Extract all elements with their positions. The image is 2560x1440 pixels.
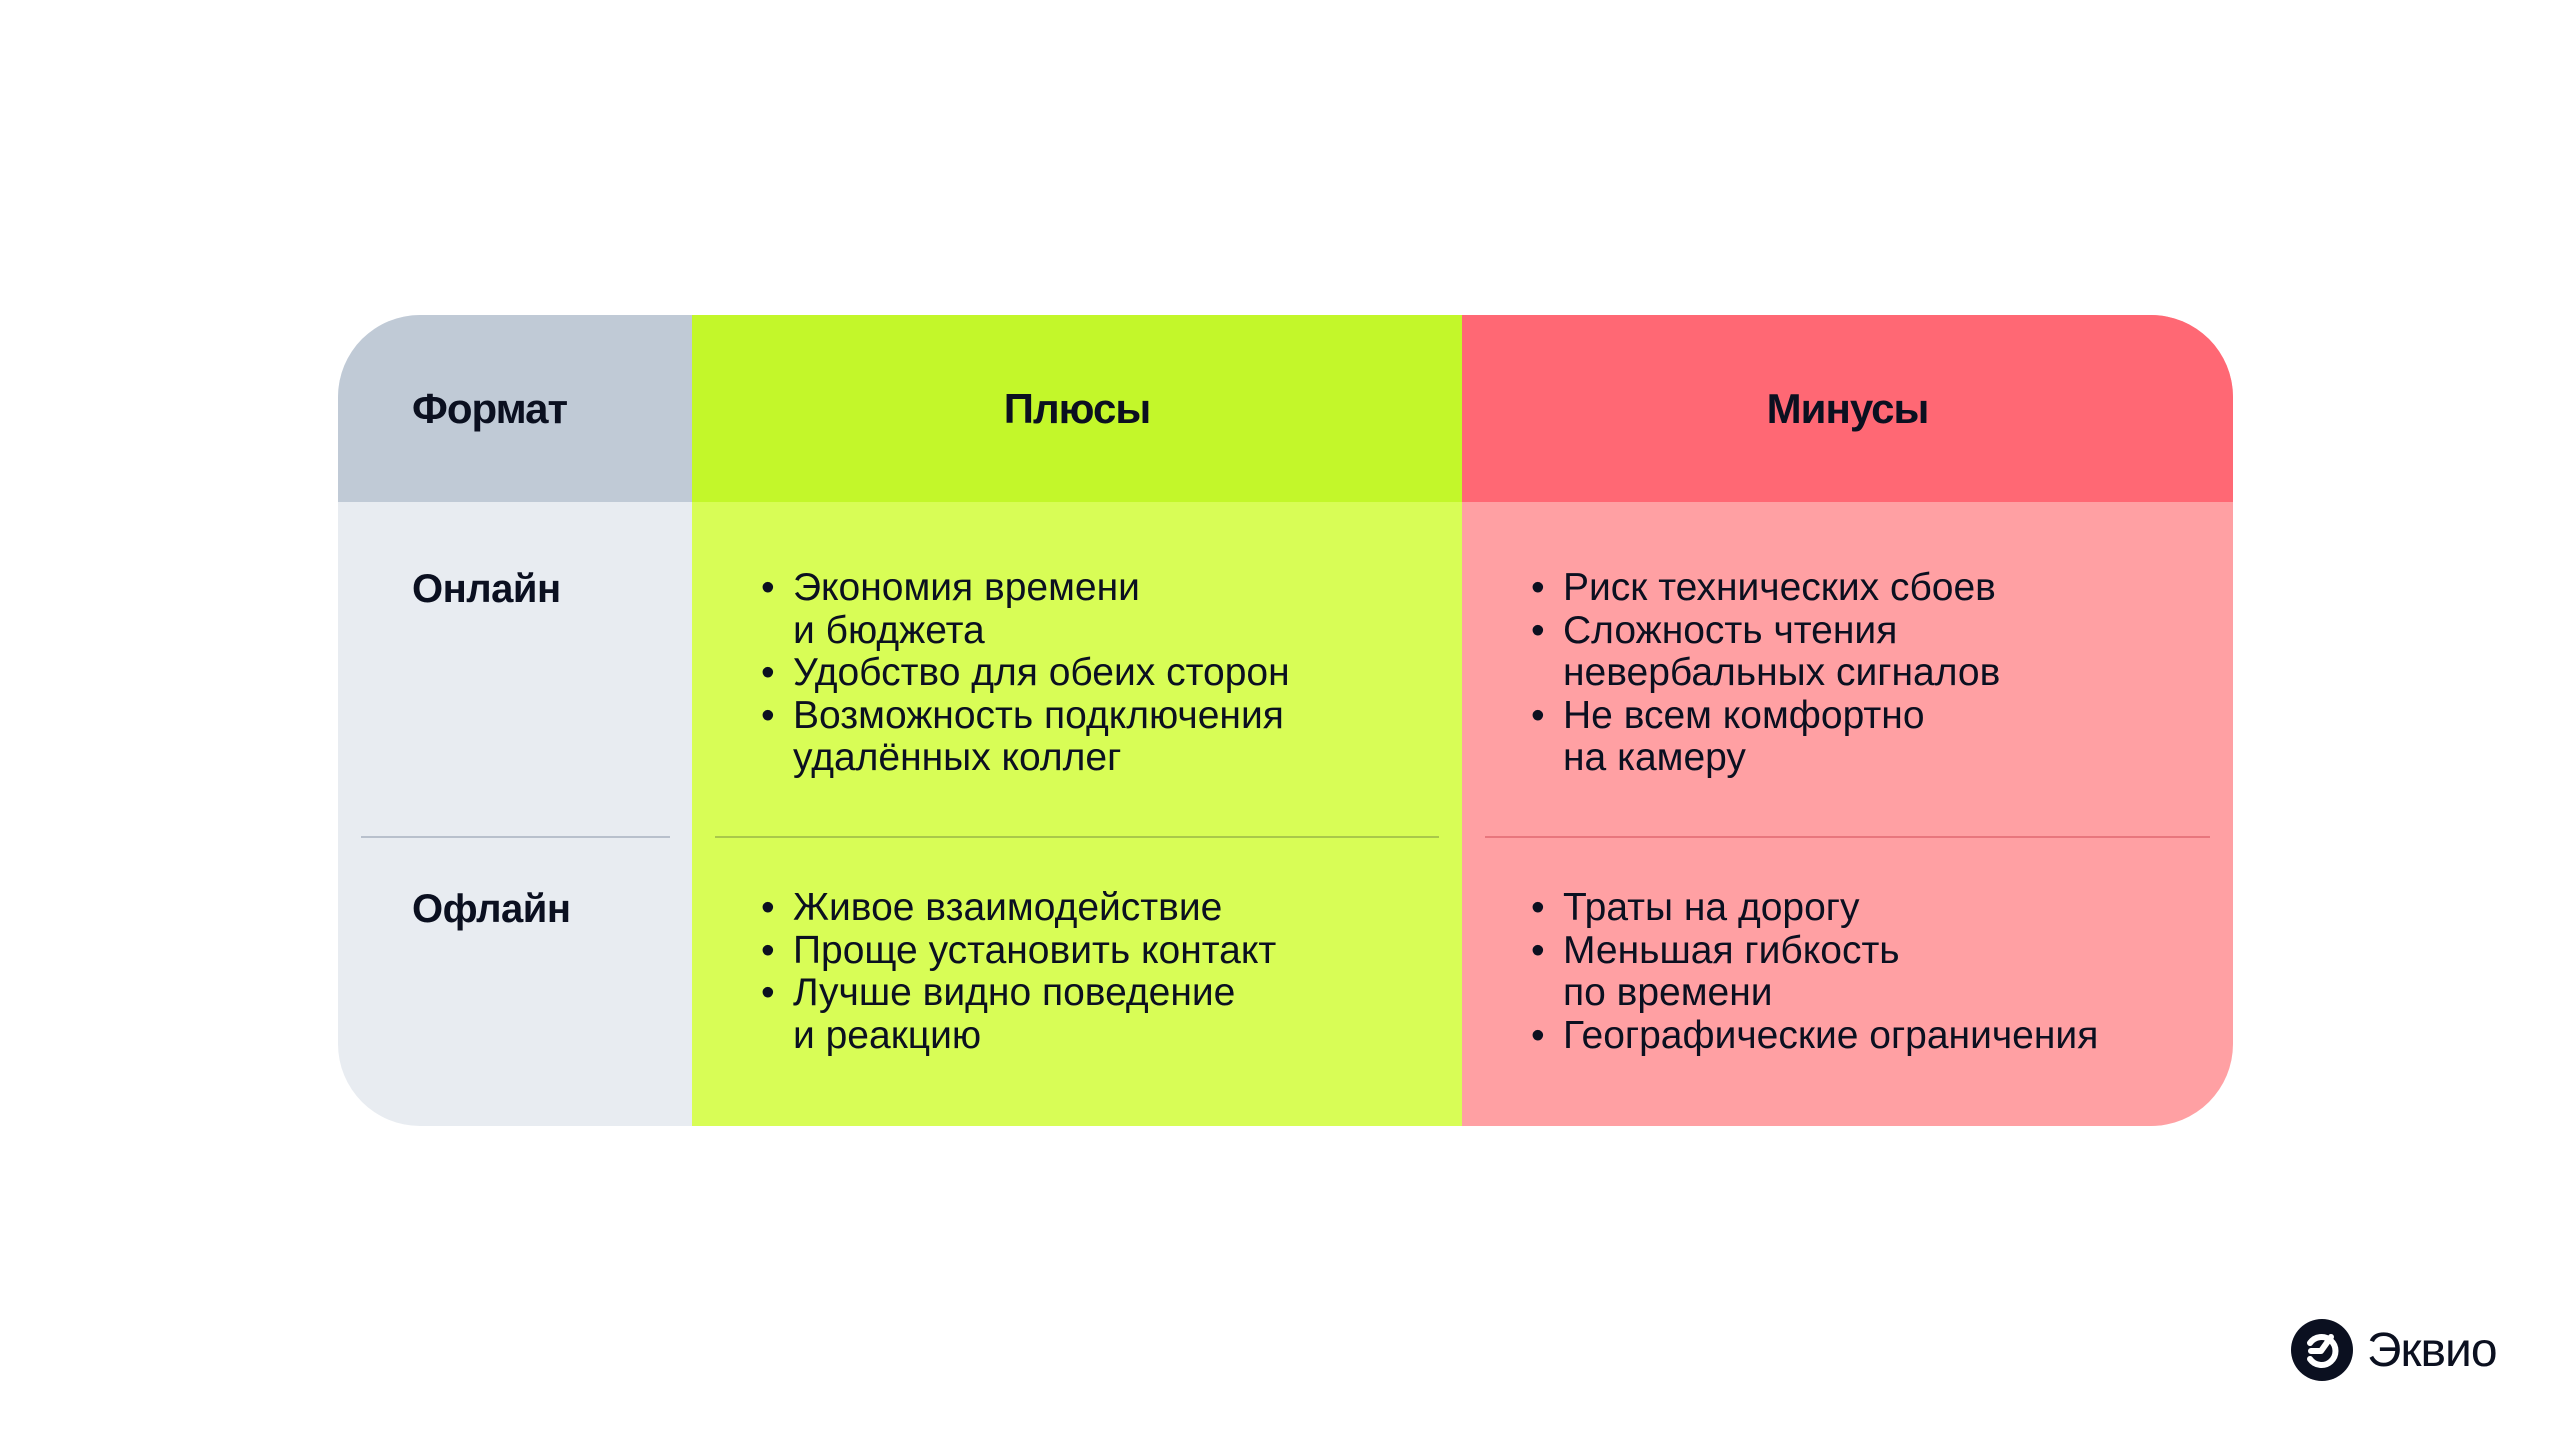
list-item-text: Риск технических сбоев [1563,566,1996,609]
list-item-text: Живое взаимодействие [793,886,1223,929]
bullet-icon: • [761,566,775,609]
bullet-icon: • [761,886,775,929]
offline-cons-list [1531,887,2098,1057]
header-cons: Минусы [1462,315,2233,502]
list-item [1531,887,2098,930]
row-label-offline: Офлайн [412,887,571,931]
offline-pros-list [761,887,1276,1057]
list-item-text: Географические ограничения [1563,1013,2099,1057]
list-item [761,930,1276,973]
list-item-text: Не всем комфортно на камеру [1563,693,1925,779]
bullet-icon: • [1531,566,1545,609]
list-item [1531,695,2000,780]
comparison-table [338,315,2233,1126]
list-item [761,972,1276,1057]
ekvio-logo-icon [2291,1319,2353,1381]
list-item [761,695,1290,780]
list-item-text: Проще установить контакт [793,928,1277,972]
list-item-text: Удобство для обеих сторон [793,651,1290,694]
header-format: Формат [338,315,692,502]
row-divider [715,836,1439,838]
bullet-icon: • [761,928,775,972]
list-item [1531,567,2000,610]
list-item-text: Лучше видно поведение и реакцию [793,971,1236,1057]
bullet-icon: • [1531,1013,1545,1057]
row-label-online: Онлайн [412,567,561,611]
bullet-icon: • [761,971,775,1014]
bullet-icon: • [761,693,775,737]
list-item [761,567,1290,652]
online-cons-list [1531,567,2000,780]
logo-text: Эквио [2367,1323,2497,1377]
ekvio-logo [2291,1319,2497,1381]
list-item-text: Траты на дорогу [1563,886,1860,929]
header-pros: Плюсы [692,315,1462,502]
row-divider [361,836,670,838]
bullet-icon: • [1531,693,1545,737]
list-item [761,652,1290,695]
list-item [1531,930,2098,1015]
list-item [761,887,1276,930]
bullet-icon: • [761,651,775,694]
list-item-text: Сложность чтения невербальных сигналов [1563,608,2001,694]
bullet-icon: • [1531,608,1545,652]
pros-column [692,315,1462,1126]
row-divider [1485,836,2210,838]
list-item [1531,1015,2098,1058]
online-pros-list [761,567,1290,780]
cons-column [1462,315,2233,1126]
format-column [338,315,692,1126]
list-item [1531,610,2000,695]
list-item-text: Меньшая гибкость по времени [1563,928,1900,1014]
bullet-icon: • [1531,886,1545,929]
list-item-text: Возможность подключения удалённых коллег [793,693,1284,779]
bullet-icon: • [1531,928,1545,972]
list-item-text: Экономия времени и бюджета [793,566,1140,652]
